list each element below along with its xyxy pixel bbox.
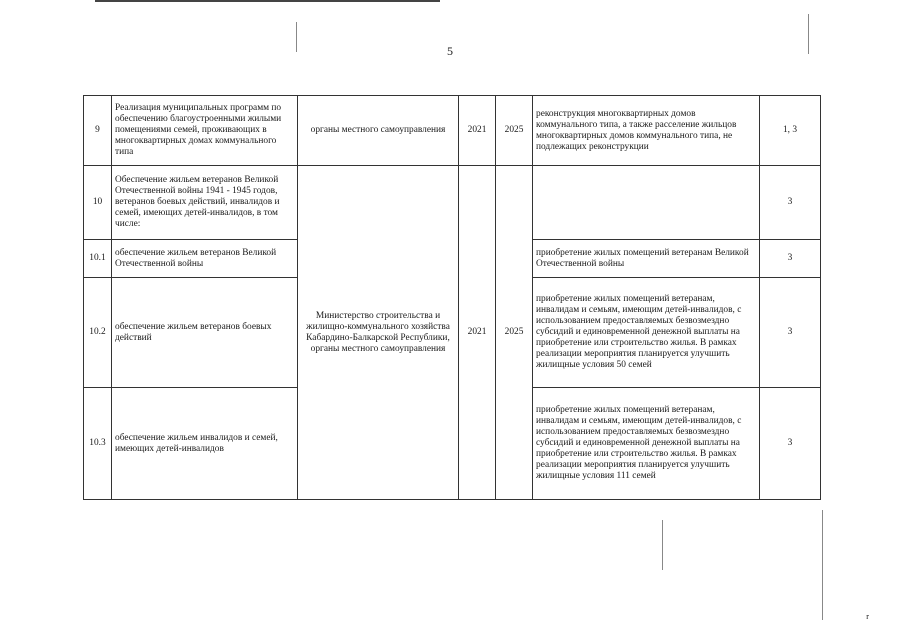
end-year: 2025 [496, 96, 533, 166]
row-number: 10 [84, 166, 112, 240]
scan-artifact [822, 510, 823, 620]
scan-artifact [662, 520, 663, 570]
row-number: 10.2 [84, 278, 112, 388]
indicator-ref: 1, 3 [760, 96, 821, 166]
row-number: 9 [84, 96, 112, 166]
scan-edge-line [95, 0, 440, 2]
end-year: 2025 [496, 166, 533, 500]
expected-result: приобретение жилых помещений ветеранам Великой Отечественной войны [533, 240, 760, 278]
scan-mark: ʳ [866, 612, 870, 627]
table-row [84, 96, 821, 166]
expected-result: приобретение жилых помещений ветеранам, инвалидам и семьям, имеющим детей-инвалидов, с использованием предоставляемых безвозмездно субсидий и единовременной денежной выплаты на приобретение или строительство жилья. В рамках реализации мероприятия планируется улучшить жилищные условия 111 семей [533, 388, 760, 500]
row-number: 10.3 [84, 388, 112, 500]
indicator-ref: 3 [760, 240, 821, 278]
table-row [84, 166, 821, 240]
indicator-ref: 3 [760, 388, 821, 500]
expected-result: реконструкция многоквартирных домов коммунального типа, а также расселение жильцов многоквартирных домов коммунального типа, не подлежащих реконструкции [533, 96, 760, 166]
measure-name: Обеспечение жильем ветеранов Великой Отечественной войны 1941 - 1945 годов, ветеранов боевых действий, инвалидов и семей, имеющих детей-инвалидов, в том числе: [112, 166, 298, 240]
measure-name: обеспечение жильем ветеранов боевых действий [112, 278, 298, 388]
measure-name: обеспечение жильем инвалидов и семей, имеющих детей-инвалидов [112, 388, 298, 500]
indicator-ref: 3 [760, 166, 821, 240]
page-number: 5 [447, 44, 453, 58]
executor: органы местного самоуправления [298, 96, 459, 166]
indicator-ref: 3 [760, 278, 821, 388]
row-number: 10.1 [84, 240, 112, 278]
start-year: 2021 [459, 166, 496, 500]
scan-artifact [296, 22, 297, 52]
scan-artifact [808, 14, 809, 54]
measures-table [83, 95, 821, 500]
start-year: 2021 [459, 96, 496, 166]
executor: Министерство строительства и жилищно-коммунального хозяйства Кабардино-Балкарской Республики, органы местного самоуправления [298, 166, 459, 500]
expected-result: приобретение жилых помещений ветеранам, инвалидам и семьям, имеющим детей-инвалидов, с использованием предоставляемых безвозмездно субсидий и единовременной денежной выплаты на приобретение или строительство жилья. В рамках реализации мероприятия планируется улучшить жилищные условия 50 семей [533, 278, 760, 388]
measure-name: Реализация муниципальных программ по обеспечению благоустроенными жилыми помещениями семей, проживающих в многоквартирных домах коммунального типа [112, 96, 298, 166]
measure-name: обеспечение жильем ветеранов Великой Отечественной войны [112, 240, 298, 278]
expected-result [533, 166, 760, 240]
